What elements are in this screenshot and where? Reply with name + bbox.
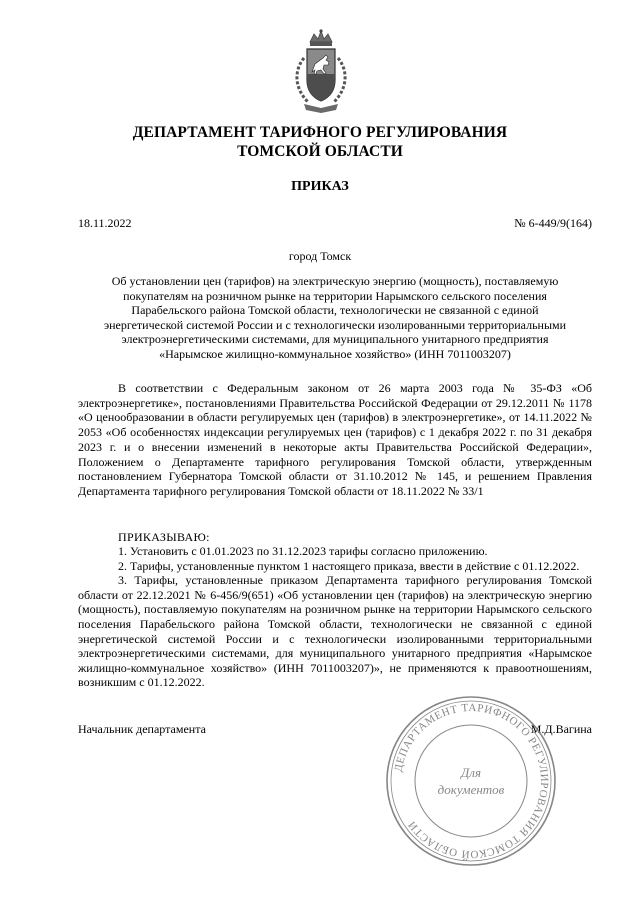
signatory-name: М.Д.Вагина [530,722,592,736]
order-subject [78,274,592,362]
subject-line: покупателям на розничном рынке на территории Нарымского сельского поселения [123,288,547,303]
department-title [0,123,640,161]
subject-line: «Нарымское жилищно-коммунальное хозяйство» (ИНН 7011003207) [159,346,511,361]
city: город Томск [288,249,352,263]
subject-line: энергетической системой России и с технологически изолированными территориальными [103,317,567,332]
official-stamp [383,693,559,869]
stamp-center-line2: документов [437,782,505,797]
subject-line: Парабельского района Томской области, технологически не связанной с единой [131,303,539,318]
order-item: 3. Тарифы, установленные приказом Департамента тарифного регулирования Томской области от 22.12.2021 № 6-456/9(651) «Об установлении цен (тарифов) на электрическую энергию (мощность), поставляемую покупателям на розничном рынке на территории Нарымского сельского поселения Парабельского района Томской области, технологически не связанной с единой энергетической системой России и с технологически изолированными территориальными электроэнергетическими системами, для муниципального унитарного предприятия «Нарымское жилищно-коммунальное хозяйство» (ИНН 7011003207)», не применяются к правоотношениям, возникшим с 01.12.2022. [78,573,592,690]
order-items [78,544,592,690]
subject-line: Об установлении цен (тарифов) на электрическую энергию (мощность), поставляемую [111,274,559,288]
order-item: 1. Установить с 01.01.2023 по 31.12.2023 тарифы согласно приложению. [118,544,488,558]
department-region: ТОМСКОЙ ОБЛАСТИ [237,143,403,160]
order-item: 2. Тарифы, установленные пунктом 1 настоящего приказа, ввести в действие с 01.12.2022. [118,558,580,573]
svg-text:ДЕПАРТАМЕНТ ТАРИФНОГО РЕГУЛИРО [393,702,551,860]
document-type: ПРИКАЗ [291,179,349,194]
signatory-position: Начальник департамента [78,722,206,736]
order-date: 18.11.2022 [78,216,132,230]
subject-line: электроэнергетическими системами, для муниципального унитарного предприятия [121,332,549,347]
order-number: № 6-449/9(164) [514,216,592,230]
coat-of-arms-icon [290,28,352,114]
orders-heading: ПРИКАЗЫВАЮ: [118,530,210,544]
department-name: ДЕПАРТАМЕНТ ТАРИФНОГО РЕГУЛИРОВАНИЯ [132,124,508,141]
preamble-paragraph: В соответствии с Федеральным законом от 26 марта 2003 года № 35-ФЗ «Об электроэнергетике», постановлениями Правительства Российской Федерации от 29.12.2011 № 1178 «О ценообразовании в области регулируемых цен (тарифов) в электроэнергетике», от 14.11.2022 № 2053 «Об особенностях индексации регулируемых цен (тарифов) с 1 декабря 2022 г. по 31 декабря 2023 г. и о внесении изменений в некоторые акты Правительства Российской Федерации», Положением о Департаменте тарифного регулирования Томской области, утвержденным постановлением Губернатора Томской области от 31.10.2012 № 145, и решением Правления Департамента тарифного регулирования Томской области от 18.11.2022 № 33/1 [78,381,592,498]
stamp-center-line1: Для [461,765,481,780]
stamp-ring-text: ДЕПАРТАМЕНТ ТАРИФНОГО РЕГУЛИРОВАНИЯ ТОМСКОЙ ОБЛАСТИ [392,701,551,861]
